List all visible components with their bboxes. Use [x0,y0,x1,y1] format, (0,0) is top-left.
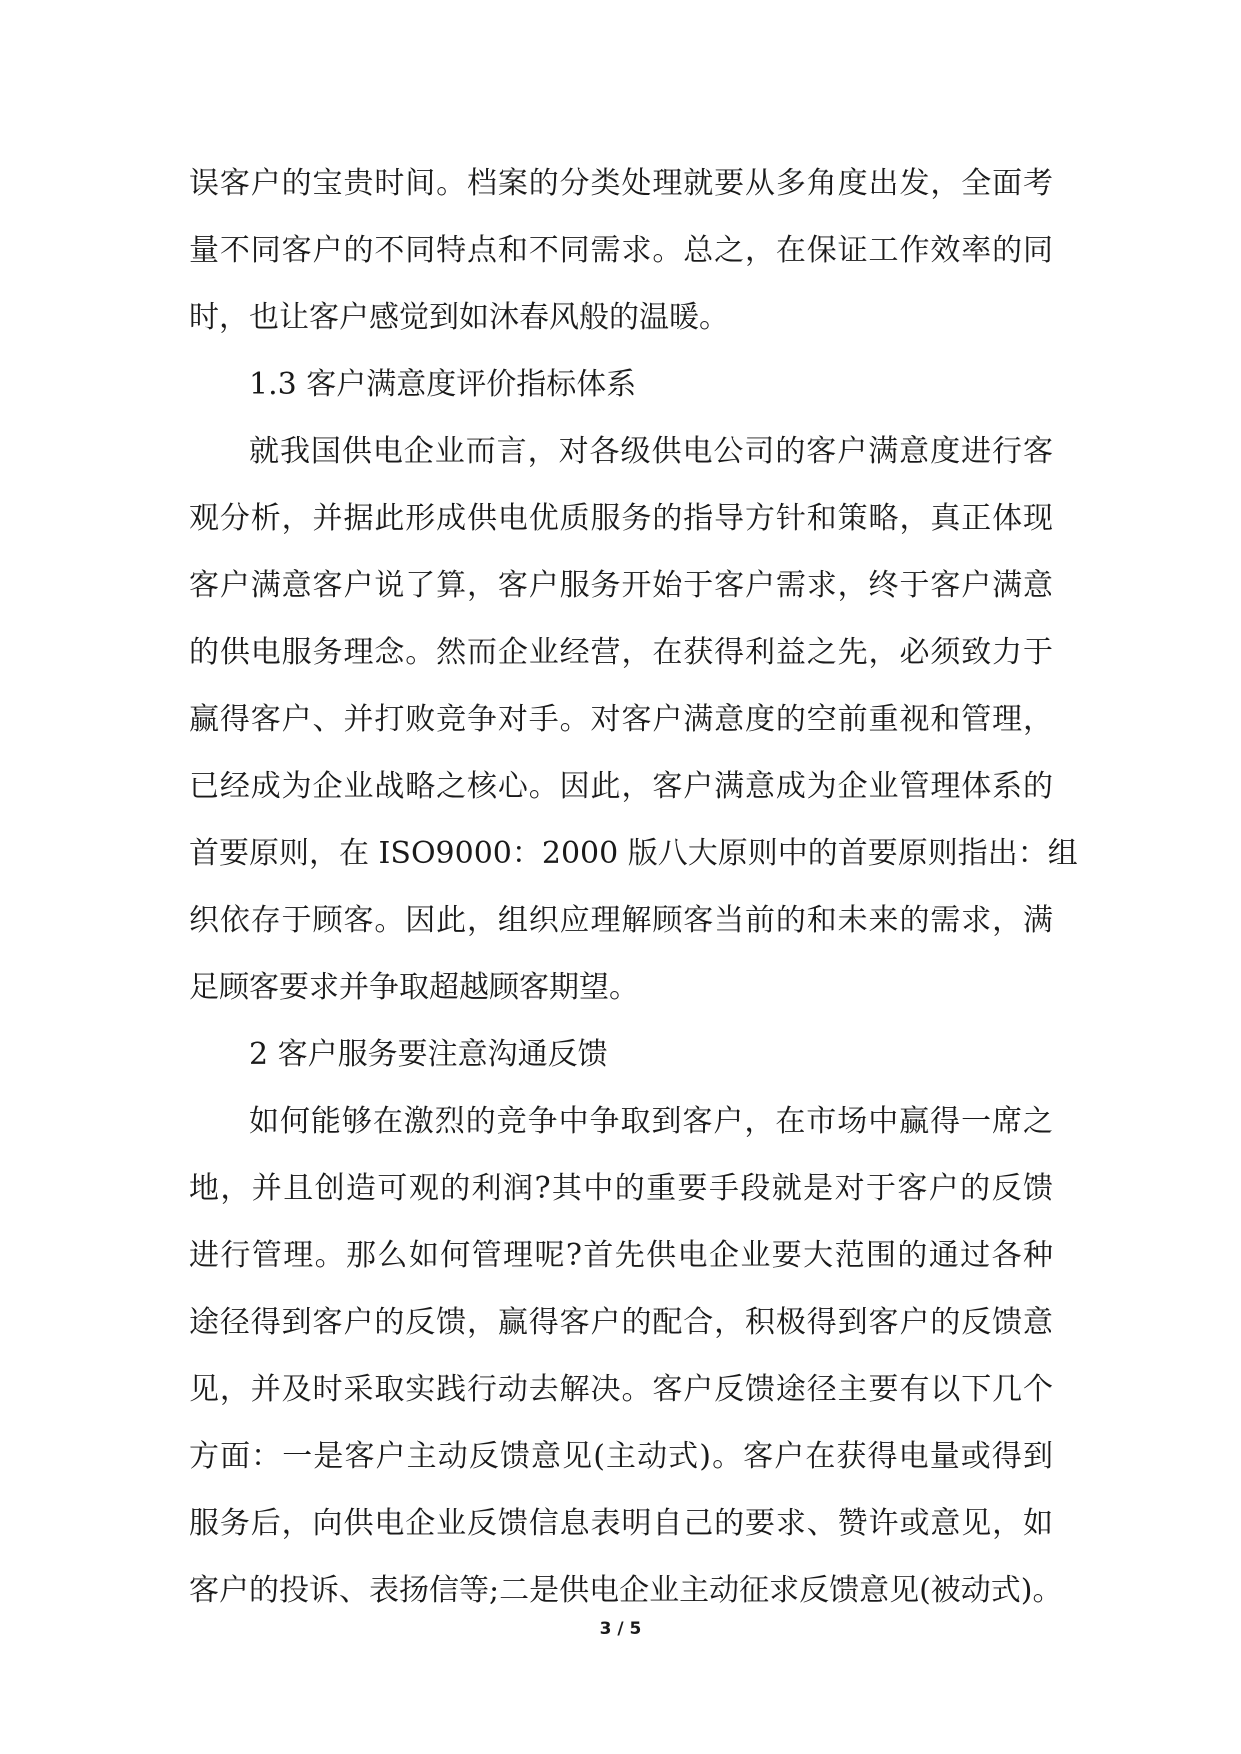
text-line: 时，也让客户感觉到如沐春风般的温暖。 [189,300,729,335]
document-body [189,150,1078,1624]
text-line: 已经成为企业战略之核心。因此，客户满意成为企业管理体系的 [189,769,1053,804]
text-line: 如何能够在激烈的竞争中争取到客户，在市场中赢得一席之 [249,1104,1053,1139]
text-line: 观分析，并据此形成供电优质服务的指导方针和策略，真正体现 [189,501,1053,536]
text-line: 进行管理。那么如何管理呢?首先供电企业要大范围的通过各种 [189,1238,1053,1273]
text-line: 客户满意客户说了算，客户服务开始于客户需求，终于客户满意 [189,568,1053,603]
text-line: 织依存于顾客。因此，组织应理解顾客当前的和未来的需求，满 [189,903,1053,938]
text-line: 地，并且创造可观的利润?其中的重要手段就是对于客户的反馈 [189,1171,1053,1206]
paragraph-continued [189,150,1053,351]
text-line: 误客户的宝贵时间。档案的分类处理就要从多角度出发，全面考 [189,166,1053,201]
page-number: 3 / 5 [599,1619,642,1639]
text-line: 见，并及时采取实践行动去解决。客户反馈途径主要有以下几个 [189,1372,1053,1407]
text-line: 赢得客户、并打败竞争对手。对客户满意度的空前重视和管理， [189,702,1053,737]
text-line: 的供电服务理念。然而企业经营，在获得利益之先，必须致力于 [189,635,1053,670]
text-line: 方面：一是客户主动反馈意见(主动式)。客户在获得电量或得到 [189,1439,1053,1474]
paragraph-satisfaction [189,418,1078,1021]
text-line: 足顾客要求并争取超越顾客期望。 [189,970,639,1005]
text-line: 就我国供电企业而言，对各级供电公司的客户满意度进行客 [249,434,1053,469]
text-line: 客户的投诉、表扬信等;二是供电企业主动征求反馈意见(被动式)。 [189,1573,1063,1608]
paragraph-feedback [189,1088,1063,1624]
text-line: 服务后，向供电企业反馈信息表明自己的要求、赞许或意见，如 [189,1506,1053,1541]
section-heading-1-3: 1.3 客户满意度评价指标体系 [249,367,637,402]
text-line: 途径得到客户的反馈，赢得客户的配合，积极得到客户的反馈意 [189,1305,1053,1340]
text-line: 量不同客户的不同特点和不同需求。总之，在保证工作效率的同 [189,233,1053,268]
text-line: 首要原则，在 ISO9000：2000 版八大原则中的首要原则指出：组 [189,836,1078,871]
section-heading-2: 2 客户服务要注意沟通反馈 [249,1037,608,1072]
